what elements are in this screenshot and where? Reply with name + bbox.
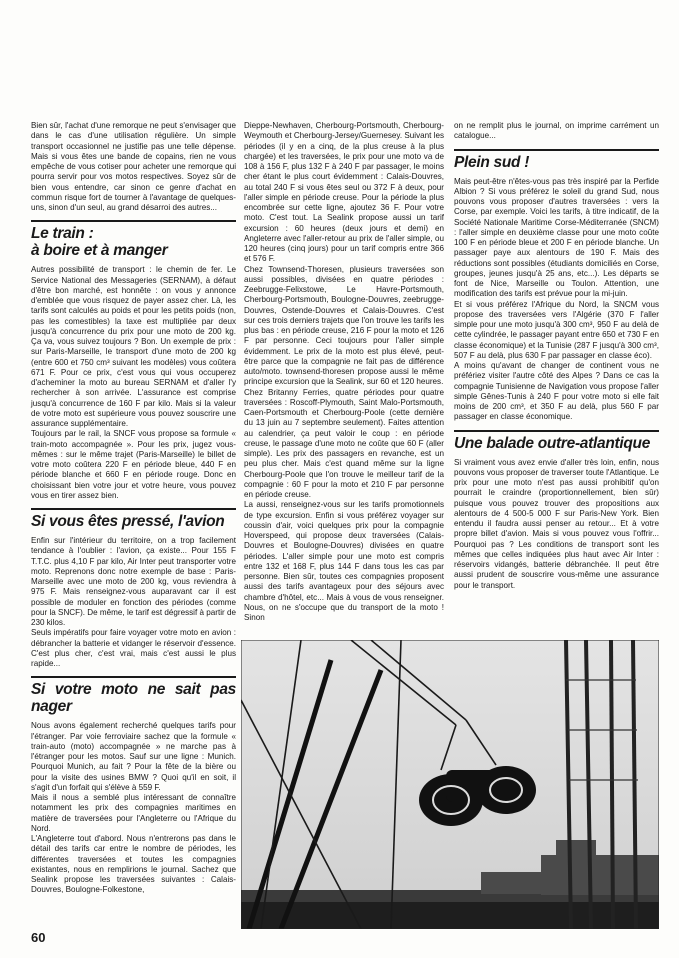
paragraph: Toujours par le rail, la SNCF vous propose sa formule « train-moto accompagnée ». Pour les prix, jugez vous-mêmes : sur le même trajet (Paris-Marseille) le billet de votre moto coûtera 220 F en période bleue, 440 F en période blanche et 660 F en période rouge. Donc en choisissant bien votre jour et votre heure, vous pouvez vous en tirer assez bien. (31, 429, 236, 500)
paragraph: Enfin sur l'intérieur du territoire, on a trop facilement tendance à l'oublier : l'avion, ça existe... Pour 155 F T.T.C. plus 4,10 F par kilo, Air Inter peut transporter votre moto. Reprenons donc notre exemple de base : Paris-Marseille avec une moto de 200 kg, vous reviendra à 975 F. Mais renseignez-vous auparavant car il est possible de moduler en fonction des périodes (comme pour la SNCF). De même, le tarif est dégressif à partir de 230 kilos. (31, 536, 236, 627)
section-rule (31, 220, 236, 222)
paragraph: Bien sûr, l'achat d'une remorque ne peut s'envisager que dans le cas d'une utilisation régulière. Un simple transport occasionnel ne justifie pas une telle dépense. Mais si vous êtes une bande de copains, rien ne vous empêche de vous cotiser pour acheter une remorque qui pourra servir pour vos motos respectives. Soyez sûr de bien vous entendre, car sinon ce genre d'achat en commun risque fort de tourner à l'avantage de quelques-uns, sinon d'un seul, au grand désarroi des autres... (31, 121, 236, 212)
heading-train-line2: à boire et à manger (31, 242, 168, 260)
paragraph: Nous avons également recherché quelques tarifs pour l'étranger. Par voie ferroviaire sachez que la formule « train-auto (moto) accompagnée » ne marche pas à l'étranger pour les motos. Sauf sur une ligne : Munich. Pourquoi Munich, au fait ? Pour la fête de la bière ou pour la visite des usines BMW ? Quoi qu'il en soit, il s'agit d'un forfait qui s'élève à 559 F. (31, 721, 236, 792)
section-rule (31, 676, 236, 678)
paragraph: Seuls impératifs pour faire voyager votre moto en avion : débrancher la batterie et vidanger le réservoir d'essence. C'est plus cher, c'est vrai, mais c'est aussi le plus rapide... (31, 628, 236, 668)
paragraph: Chez Britanny Ferries, quatre périodes pour quatre traversées : Roscoff-Plymouth, Saint Malo-Portsmouth, Caen-Portsmouth et Cherbourg-Poole (cette dernière du 13 juin au 7 septembre seulement). Faites attention au calendrier, ça peut valoir le coup : en période creuse, le passage d'une moto ne coûte que 60 F (aller simple). Les prix des passagers en revanche, est un peu plus cher. Mais c'est quand même sur la ligne Cherbourg-Poole que l'on trouve le meilleur tarif de la compagnie : 60 F pour la moto et 210 F par personne en période creuse. (244, 387, 444, 499)
column-1 (31, 121, 236, 896)
paragraph: A moins qu'avant de changer de continent vous ne préfériez visiter l'autre côté des Alpes ? Dans ce cas la compagnie Tunisienne de Navigation vous propose l'aller simple Gênes-Tunis à 240 F pour votre moto si elle fait moins de 200 cm³, et 350 F au delà, plus 560 F par passager en classe économique. (454, 361, 659, 422)
column-2 (244, 121, 444, 623)
heading-train-line1: Le train : (31, 225, 94, 243)
paragraph: La aussi, renseignez-vous sur les tarifs promotionnels de type excursion. Enfin si vous préférez voyager sur coussin d'air, voici quelques prix pour la compagnie Hoverspeed, qui propose deux traversées (Calais-Douvres et Boulogne-Douvres) divisées en quatre périodes. L'aller simple pour une moto est compris entre 132 et 168 F, plus 144 F dans tous les cas par personne. Bien sûr, toutes ces compagnies proposent aussi des tarifs avantageux pour des séjours avec chambre d'hôtel, etc... Mais à vous de vous renseigner. Nous, on ne s'occupe que du transport de la moto ! Sinon (244, 500, 444, 622)
paragraph: Chez Townsend-Thoresen, plusieurs traversées son aussi possibles, divisées en quatre périodes : Zeebrugge-Felixstowe, Le Havre-Portsmouth, Cherbourg-Portsmouth, Boulogne-Douvres, zeebrugge-Douvres, Ostende-Douvres et Calais-Douvres. C'est sur ces trois derniers trajets que l'on trouve les tarifs les plus bas : en période creuse, 216 F pour la moto et 126 F par personne. Ceci toujours pour l'aller simple évidemment. Le prix de la moto est plus élevé, peut-être parce que la compagnie ne fait pas de différence auto/moto. townsend-thoresen propose aussi le même principe excursion que la Sealink, sur 60 et 120 heures. (244, 264, 444, 387)
section-rule (31, 508, 236, 510)
heading-outre-atlantique: Une balade outre-atlantique (454, 434, 651, 452)
section-rule (454, 149, 659, 151)
paragraph: Mais il nous a semblé plus intéressant de connaître notamment les prix des compagnies maritimes en matière de traversées pour l'Angleterre ou l'Afrique du Nord. (31, 793, 236, 833)
page-number: 60 (31, 930, 46, 945)
heading-train (31, 225, 236, 259)
column-3 (454, 121, 659, 591)
paragraph: Dieppe-Newhaven, Cherbourg-Portsmouth, Cherbourg-Weymouth et Cherbourg-Jersey/Guernesey. Suivant les périodes (il y en a cinq, de la plus creuse à la plus chargée) et les traversées, le prix pour une moto va de 108 à 156 F, plus 132 F à 240 F par passager, le moins cher étant le plus court évidemment : Calais-Douvres, au total 240 F si vous êtes seul ou 372 F à deux, pour l'aller simple en période creuse. Pour la période la plus encombrée sur cette ligne, ajoutez 36 F. Pour votre moto. C'est tout. La Sealink propose aussi un tarif excursion : 60 heures (deux jours et demi) en Angleterre avec l'aller-retour au prix de l'aller simple, ou 120 heures (cinq jours) pour un tarif compris entre 366 et 576 F. (244, 121, 444, 264)
motorcycle-crane-photo (241, 640, 659, 929)
heading-nager: Si votre moto ne sait pas nager (31, 681, 236, 716)
paragraph: L'Angleterre tout d'abord. Nous n'entrerons pas dans le détail des tarifs car entre le nombre de périodes, les différentes traversées et toutes les compagnies existantes, nous en remplirions le journal. Sachez que Sealink propose les traversées suivantes : Calais-Douvres, Boulogne-Folkestone, (31, 834, 236, 895)
paragraph: Autres possibilité de transport : le chemin de fer. Le Service National des Messageries (SERNAM), à défaut d'être bon marché, est honnête : on vous y annonce d'emblée que vous risquez de payer assez cher. Là, les tarifs sont calculés au poids et pour les petits poids (non, pas les comestibles) la taxe est multipliée par deux jusqu'à concurrence du prix pour une moto de 200 kg. Ça va, vous suivez toujours ? Bon. Un exemple de prix : sur Paris-Marseille, le transport d'une moto de 200 kg (entre 600 et 750 cm³ suivant les modèles) vous coûtera 671 F. Pour ce prix, c'est vous qui vous occuperez d'acheminer la moto au bureau SERNAM et d'aller l'y rechercher à son arrivée. L'assurance est comprise jusqu'à concurrence de 160 F par kilo. Mais si la valeur de votre moto est supérieure vous pouvez souscrire une assurance supplémentaire. (31, 265, 236, 428)
paragraph: Si vraiment vous avez envie d'aller très loin, enfin, nous pouvons vous proposer de traverser toute l'Atlantique. Le prix pour une moto n'est pas aussi prohibitif qu'on pourrait le craindre (proportionnellement, bien sûr) puisque vous pouvez trouver des propositions aux alentours de 4 500-5 000 F sur Paris-New York. Bien entendu il faudra aussi penser au retour... Et à votre propre billet d'avion. Mais si vous pouvez vous l'offrir... Pourquoi pas ? Les conditions de transport sont les mêmes que celles indiquées plus haut avec Air Inter : réservoirs vidangés, batterie débranchée. Il peut être aussi prudent de souscrire vous-même une assurance pour le transport. (454, 457, 659, 590)
paragraph: on ne remplit plus le journal, on imprime carrément un catalogue... (454, 121, 659, 141)
paragraph: Mais peut-être n'êtes-vous pas très inspiré par la Perfide Albion ? Si vous préférez le soleil du grand Sud, nous pouvons vous proposer d'autres traversées : vers la Corse, par exemple. Voici les tarifs, à titre indicatif, de la Société Nationale Maritime Corse-Méditerranée (SNCM) : l'aller simple en deuxième classe pour une moto coûte 100 F en période bleue et 200 F en période blanche. Un passager paye aux alentours de 190 F. Mais des réductions sont possibles (étudiants domiciliés en Corse, groupes, jeunes jusqu'à 25 ans, etc...). Les départs se font de Nice, Marseille ou Toulon. Attention, une modification des tarifs est prévue pour la mi-juin. (454, 176, 659, 299)
heading-plein-sud: Plein sud ! (454, 153, 530, 171)
paragraph: Et si vous préférez l'Afrique du Nord, la SNCM vous propose des traversées vers l'Algérie (370 F l'aller simple pour une moto jusqu'à 300 cm³, 950 F au delà de cette cylindrée, le passager payant entre 650 et 730 F en classe économique) et la Tunisie (287 F jusqu'à 300 cm³, 507 F au delà, plus 630 F par passager en classe éco). (454, 299, 659, 360)
heading-avion: Si vous êtes pressé, l'avion (31, 513, 225, 530)
section-rule (454, 430, 659, 432)
